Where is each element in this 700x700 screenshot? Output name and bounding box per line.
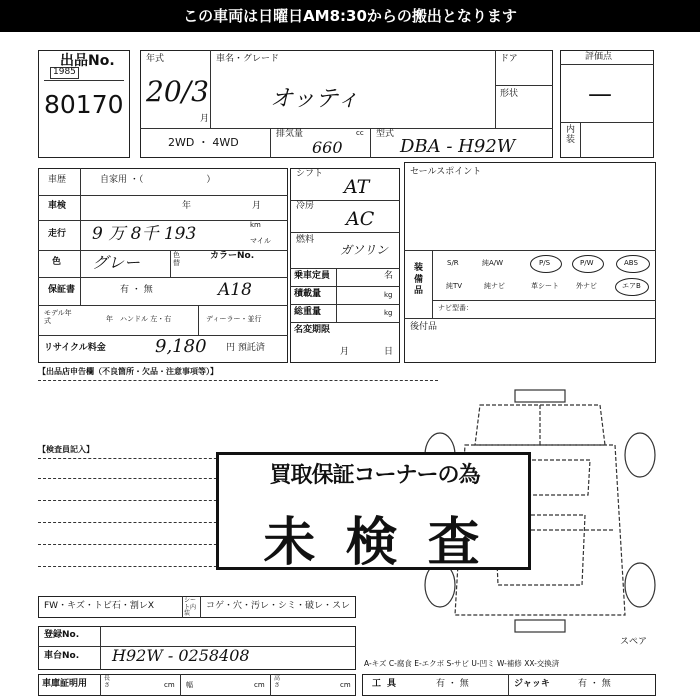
equip-ext-navi: 外ナビ	[576, 282, 597, 290]
shift-label: シフト	[296, 169, 324, 179]
damage-legend: FW・キズ・トビ石・割レX	[44, 601, 155, 611]
tools-jack-row	[362, 674, 656, 696]
door-label: ドア	[500, 54, 518, 64]
year-label: 年式	[146, 54, 165, 64]
chassis-label: 車台No.	[44, 651, 80, 661]
model-change-label: モデル年式	[44, 309, 72, 325]
divider	[495, 85, 553, 86]
navi-model-label: ナビ型番：	[438, 304, 473, 312]
divider	[38, 277, 288, 278]
color-value: グレー	[92, 253, 141, 272]
notes-line	[38, 380, 438, 381]
dealer-import: ディーラー・並行	[206, 315, 262, 323]
mileage-unit-mile: マイル	[250, 237, 271, 245]
weight-unit: kg	[384, 309, 393, 317]
recycle-label: リサイクル料金	[44, 343, 106, 353]
circle-airbag	[615, 278, 649, 296]
aircon-value: AC	[346, 208, 375, 230]
equip-leather: 革シート	[531, 282, 559, 290]
divider	[182, 596, 183, 618]
car-name-label: 車名・グレード	[216, 54, 280, 64]
equip-abs: ABS	[624, 259, 638, 267]
circle-pw	[572, 255, 604, 273]
lot-label: 出品No.	[60, 53, 115, 69]
color-change-label: 色替	[173, 251, 180, 267]
lot-number: 80170	[44, 90, 124, 119]
divider	[38, 195, 288, 196]
model-value: DBA - H92W	[400, 136, 516, 157]
aircon-label: 冷房	[296, 201, 315, 211]
car-name-value: オッティ	[270, 86, 360, 112]
inspection-year: 年	[182, 201, 192, 211]
warranty-value: 有 ・ 無	[120, 285, 153, 295]
divider	[432, 250, 433, 318]
equip-pw: P/W	[580, 259, 594, 267]
vehicle-detail-table	[38, 168, 288, 363]
weight-label: 総重量	[294, 307, 322, 317]
mileage-unit-km: km	[250, 221, 261, 229]
capacity-unit: 名	[384, 271, 394, 281]
color-label: 色	[52, 257, 62, 267]
divider	[560, 64, 654, 65]
shape-label: 形状	[500, 89, 519, 99]
divider	[270, 128, 271, 158]
history-label: 車歴	[48, 175, 67, 185]
divider	[560, 122, 654, 123]
tools-label: 工具	[372, 679, 403, 689]
color-code-value: A18	[218, 280, 252, 300]
shift-value: AT	[344, 176, 370, 198]
divider	[336, 268, 337, 322]
fuel-value: ガソリン	[340, 243, 389, 257]
jack-value: 有 ・ 無	[578, 679, 611, 689]
divider	[290, 286, 400, 287]
divider	[290, 232, 400, 233]
model-label: 型式	[376, 129, 395, 139]
warranty-label: 保証書	[48, 285, 76, 295]
certificate-height-unit: cm	[340, 681, 351, 689]
equip-navi: 純ナビ	[484, 282, 505, 290]
displacement-value: 660	[312, 138, 343, 157]
circle-abs	[616, 255, 650, 273]
spare-label: スペア	[620, 637, 648, 647]
color-code-label: カラーNo.	[210, 251, 255, 261]
divider	[290, 268, 400, 269]
divider	[38, 305, 288, 306]
stamp-line-1: 買取保証コーナーの為	[269, 463, 480, 488]
inspection-month: 月	[252, 201, 262, 211]
certificate-width: 幅	[186, 681, 193, 689]
mileage-value: 9 万 8千 193	[92, 224, 197, 244]
recycle-unit: 円 預託済	[226, 343, 265, 353]
divider	[580, 122, 581, 158]
divider	[100, 674, 101, 696]
equip-ps: P/S	[539, 259, 551, 267]
stamp-line-2: 未 検 査	[263, 513, 486, 573]
divider	[198, 305, 199, 335]
circle-ps	[530, 255, 562, 273]
lot-stamp: 1985	[50, 67, 79, 79]
seat-damage-types: コゲ・穴・汚レ・シミ・破レ・スレ	[206, 601, 351, 611]
load-unit: kg	[384, 291, 393, 299]
displacement-label: 排気量	[276, 129, 304, 139]
registration-label: 登録No.	[44, 630, 80, 640]
inspection-label: 車検	[48, 201, 67, 211]
divider	[508, 674, 509, 696]
certificate-length-unit: cm	[164, 681, 175, 689]
equip-tv: 純TV	[446, 282, 463, 290]
capacity-label: 乗車定員	[294, 271, 331, 281]
aftermarket-label: 後付品	[410, 322, 438, 332]
divider	[495, 50, 496, 128]
certificate-length: 長さ	[104, 675, 111, 689]
jack-label: ジャッキ	[514, 679, 550, 689]
seat-label: シート内装	[184, 597, 197, 618]
name-change-day: 日	[384, 347, 394, 357]
divider	[432, 300, 656, 301]
divider	[290, 322, 400, 323]
equip-airbag: エアB	[622, 282, 641, 290]
name-change-month: 月	[340, 347, 350, 357]
chassis-value: H92W - 0258408	[112, 646, 250, 665]
equipment-label: 装備品	[414, 263, 424, 297]
displacement-unit: cc	[356, 129, 364, 137]
divider	[270, 674, 271, 696]
divider	[170, 250, 171, 277]
divider	[404, 250, 656, 251]
divider	[370, 128, 371, 158]
divider	[80, 168, 81, 305]
certificate-label: 車庫証明用	[42, 679, 88, 689]
pickup-banner: この車両は日曜日AM8:30からの搬出となります	[0, 0, 700, 32]
inspector-notes-label: 【検査員記入】	[38, 445, 94, 454]
model-change-year: 年	[106, 315, 113, 323]
divider	[210, 50, 211, 128]
year-value: 20/3	[146, 75, 209, 108]
divider	[180, 674, 181, 696]
divider	[100, 626, 101, 670]
lot-underline	[44, 80, 124, 81]
sales-point-label: セールスポイント	[410, 167, 482, 177]
year-month-suffix: 月	[200, 114, 210, 124]
history-value: 自家用 ・（ ）	[100, 175, 216, 185]
mileage-label: 走行	[48, 229, 67, 239]
equip-alloy-wheels: 純A/W	[482, 259, 504, 267]
drive-type: 2WD ・ 4WD	[168, 136, 239, 149]
divider	[404, 318, 656, 319]
recycle-value: 9,180	[155, 336, 207, 357]
tools-value: 有 ・ 無	[436, 679, 469, 689]
rating-label: 評価点	[585, 52, 613, 62]
dealer-notes-label: 【出品店申告欄（不良箇所・欠品・注意事項等）】	[38, 367, 218, 376]
divider	[200, 596, 201, 618]
divider	[140, 128, 553, 129]
damage-key-legend: A-キズ C-腐食 E-エクボ S-サビ U-凹ミ W-補修 XX-交換済	[364, 659, 560, 668]
equip-sr: S/R	[447, 259, 459, 267]
name-change-label: 名変期限	[294, 325, 331, 335]
handle-side: ハンドル 左・右	[120, 315, 172, 323]
load-label: 積載量	[294, 289, 322, 299]
fuel-label: 燃料	[296, 235, 315, 245]
rating-value: —	[588, 80, 612, 108]
interior-label: 内装	[566, 125, 576, 145]
certificate-width-unit: cm	[254, 681, 265, 689]
certificate-height: 高さ	[274, 675, 281, 689]
divider	[290, 304, 400, 305]
